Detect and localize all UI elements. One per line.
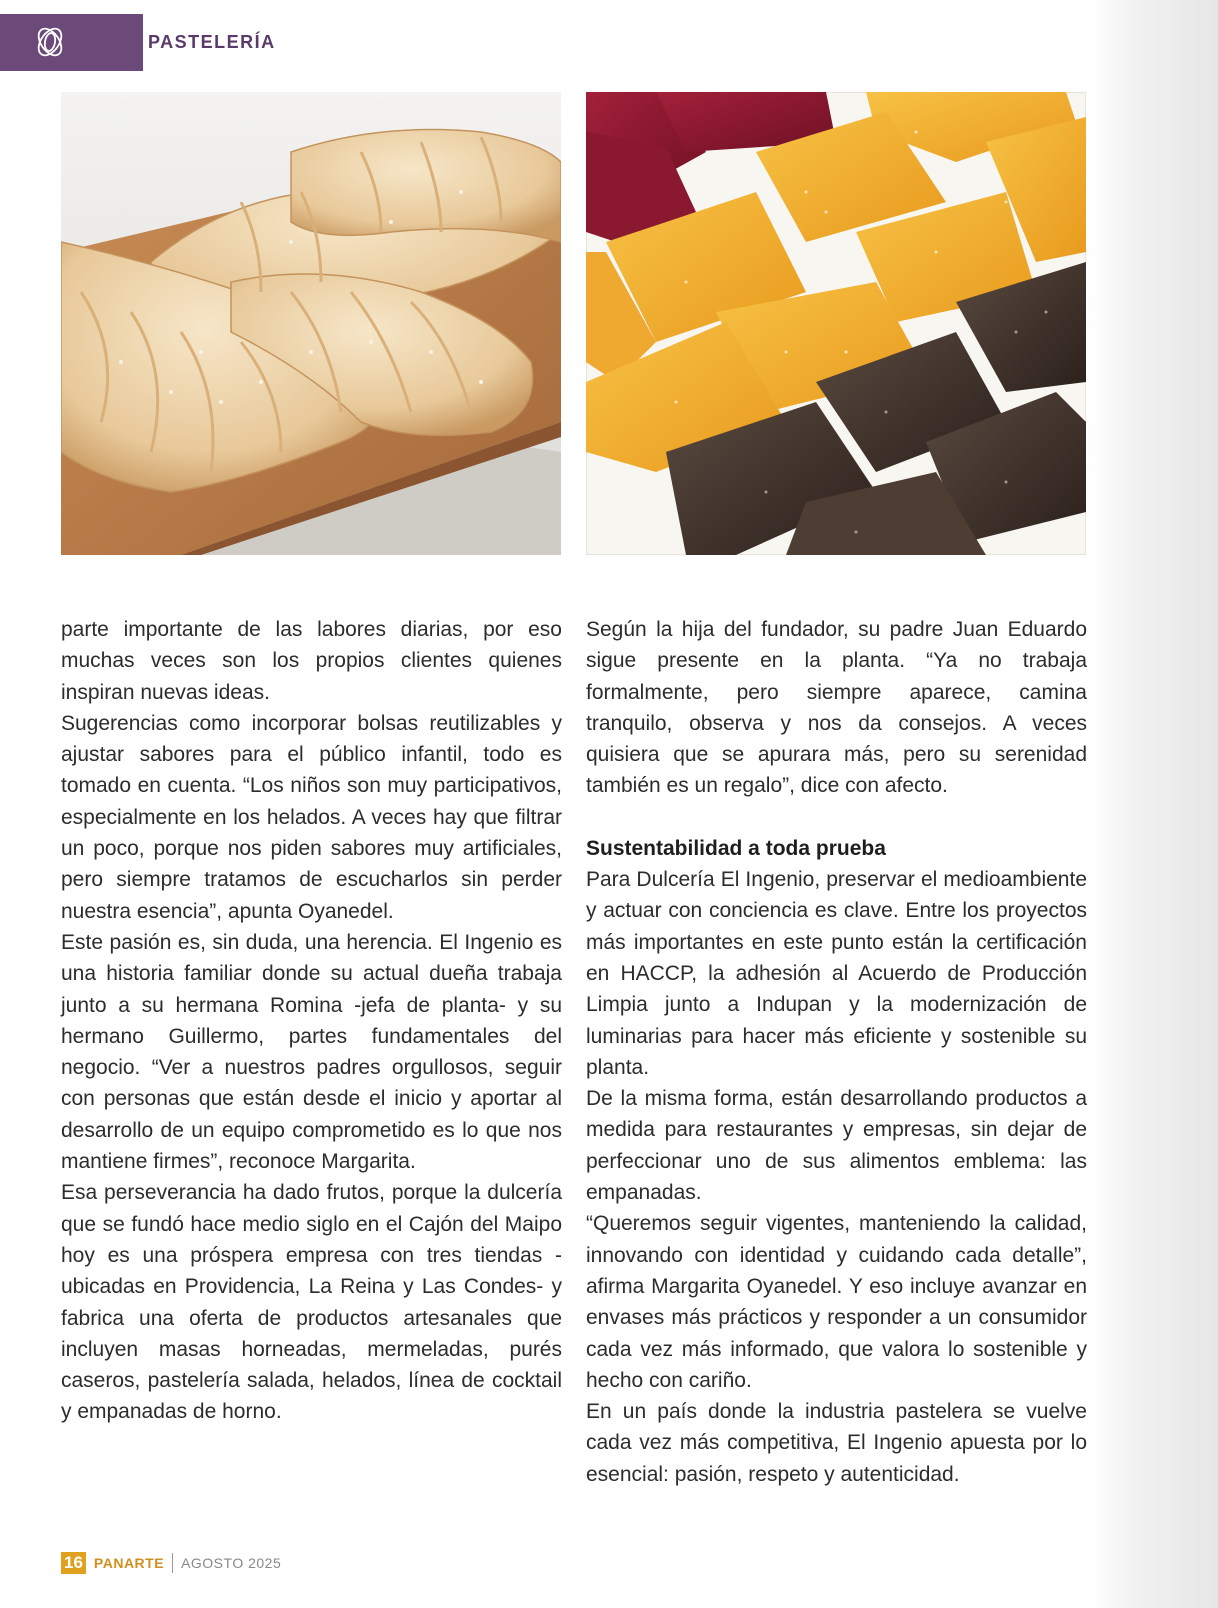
section-title: PASTELERÍA xyxy=(148,32,276,52)
footer-divider xyxy=(172,1553,173,1573)
paragraph: Para Dulcería El Ingenio, preservar el medioambiente y actuar con conciencia es clave. Entre los proyectos más importantes en este punto están la certificación en HACCP, la adhesión al Acuerdo de Producción Limpia junto a Indupan y la modernización de luminarias para hacer más eficiente y sostenible su planta. xyxy=(586,868,1087,1079)
empanadas-photo xyxy=(61,92,561,555)
page-number: 16 xyxy=(61,1552,86,1574)
paragraph: Según la hija del fundador, su padre Juan Eduardo sigue presente en la planta. “Ya no trabaja formalmente, pero siempre aparece, camina tranquilo, observa y nos da consejos. A veces quisiera que se apurara más, pero su serenidad también es un regalo”, dice con afecto. xyxy=(586,618,1087,798)
paragraph: Sugerencias como incorporar bolsas reutilizables y ajustar sabores para el público infantil, todo es tomado en cuenta. “Los niños son muy participativos, especialmente en los helados. A veces hay que filtrar un poco, porque nos piden sabores muy artificiales, pero siempre tratamos de escucharlos sin perder nuestra esencia”, apunta Oyanedel. xyxy=(61,711,562,923)
section-tab xyxy=(0,14,143,71)
paragraph: Este pasión es, sin duda, una herencia. El Ingenio es una historia familiar donde su actual dueña trabaja junto a su hermana Romina -jefa de planta- y su hermano Guillermo, partes fundamentales del negocio. “Ver a nuestros padres orgullosos, seguir con personas que están desde el inicio y aportar al desarrollo de un equipo comprometido es lo que nos mantiene firmes”, reconoce Margarita. xyxy=(61,930,562,1174)
page-edge-shadow xyxy=(1088,0,1218,1608)
article-column-left xyxy=(61,614,562,1428)
paragraph: Esa perseverancia ha dado frutos, porque la dulcería que se fundó hace medio siglo en el Cajón del Maipo hoy es una próspera empresa con tres tiendas -ubicadas en Providencia, La Reina y Las Condes- y fabrica una oferta de productos artesanales que incluyen masas horneadas, mermeladas, purés caseros, pastelería salada, helados, línea de cocktail y empanadas de horno. xyxy=(61,1181,562,1424)
paragraph: En un país donde la industria pastelera se vuelve cada vez más competitiva, El Ingenio apuesta por lo esencial: pasión, respeto y autenticidad. xyxy=(586,1400,1087,1486)
paragraph: De la misma forma, están desarrollando productos a medida para restaurantes y empresas, sin dejar de perfeccionar uno de sus alimentos emblema: las empanadas. xyxy=(586,1087,1087,1205)
magazine-name: PANARTE xyxy=(93,1555,165,1571)
knot-logo-icon xyxy=(30,22,70,62)
paragraph: “Queremos seguir vigentes, manteniendo la calidad, innovando con identidad y cuidando cada detalle”, afirma Margarita Oyanedel. Y eso incluye avanzar en envases más prácticos y responder a un consumidor cada vez más informado, que valora lo sostenible y hecho con cariño. xyxy=(586,1212,1087,1392)
page-footer xyxy=(61,1551,281,1575)
article-column-right xyxy=(586,614,1087,1490)
section-subheading: Sustentabilidad a toda prueba xyxy=(586,836,886,860)
sweets-squares-photo xyxy=(586,92,1086,555)
issue-date: AGOSTO 2025 xyxy=(181,1555,282,1571)
paragraph: parte importante de las labores diarias, por eso muchas veces son los propios clientes quienes inspiran nuevas ideas. xyxy=(61,618,562,704)
